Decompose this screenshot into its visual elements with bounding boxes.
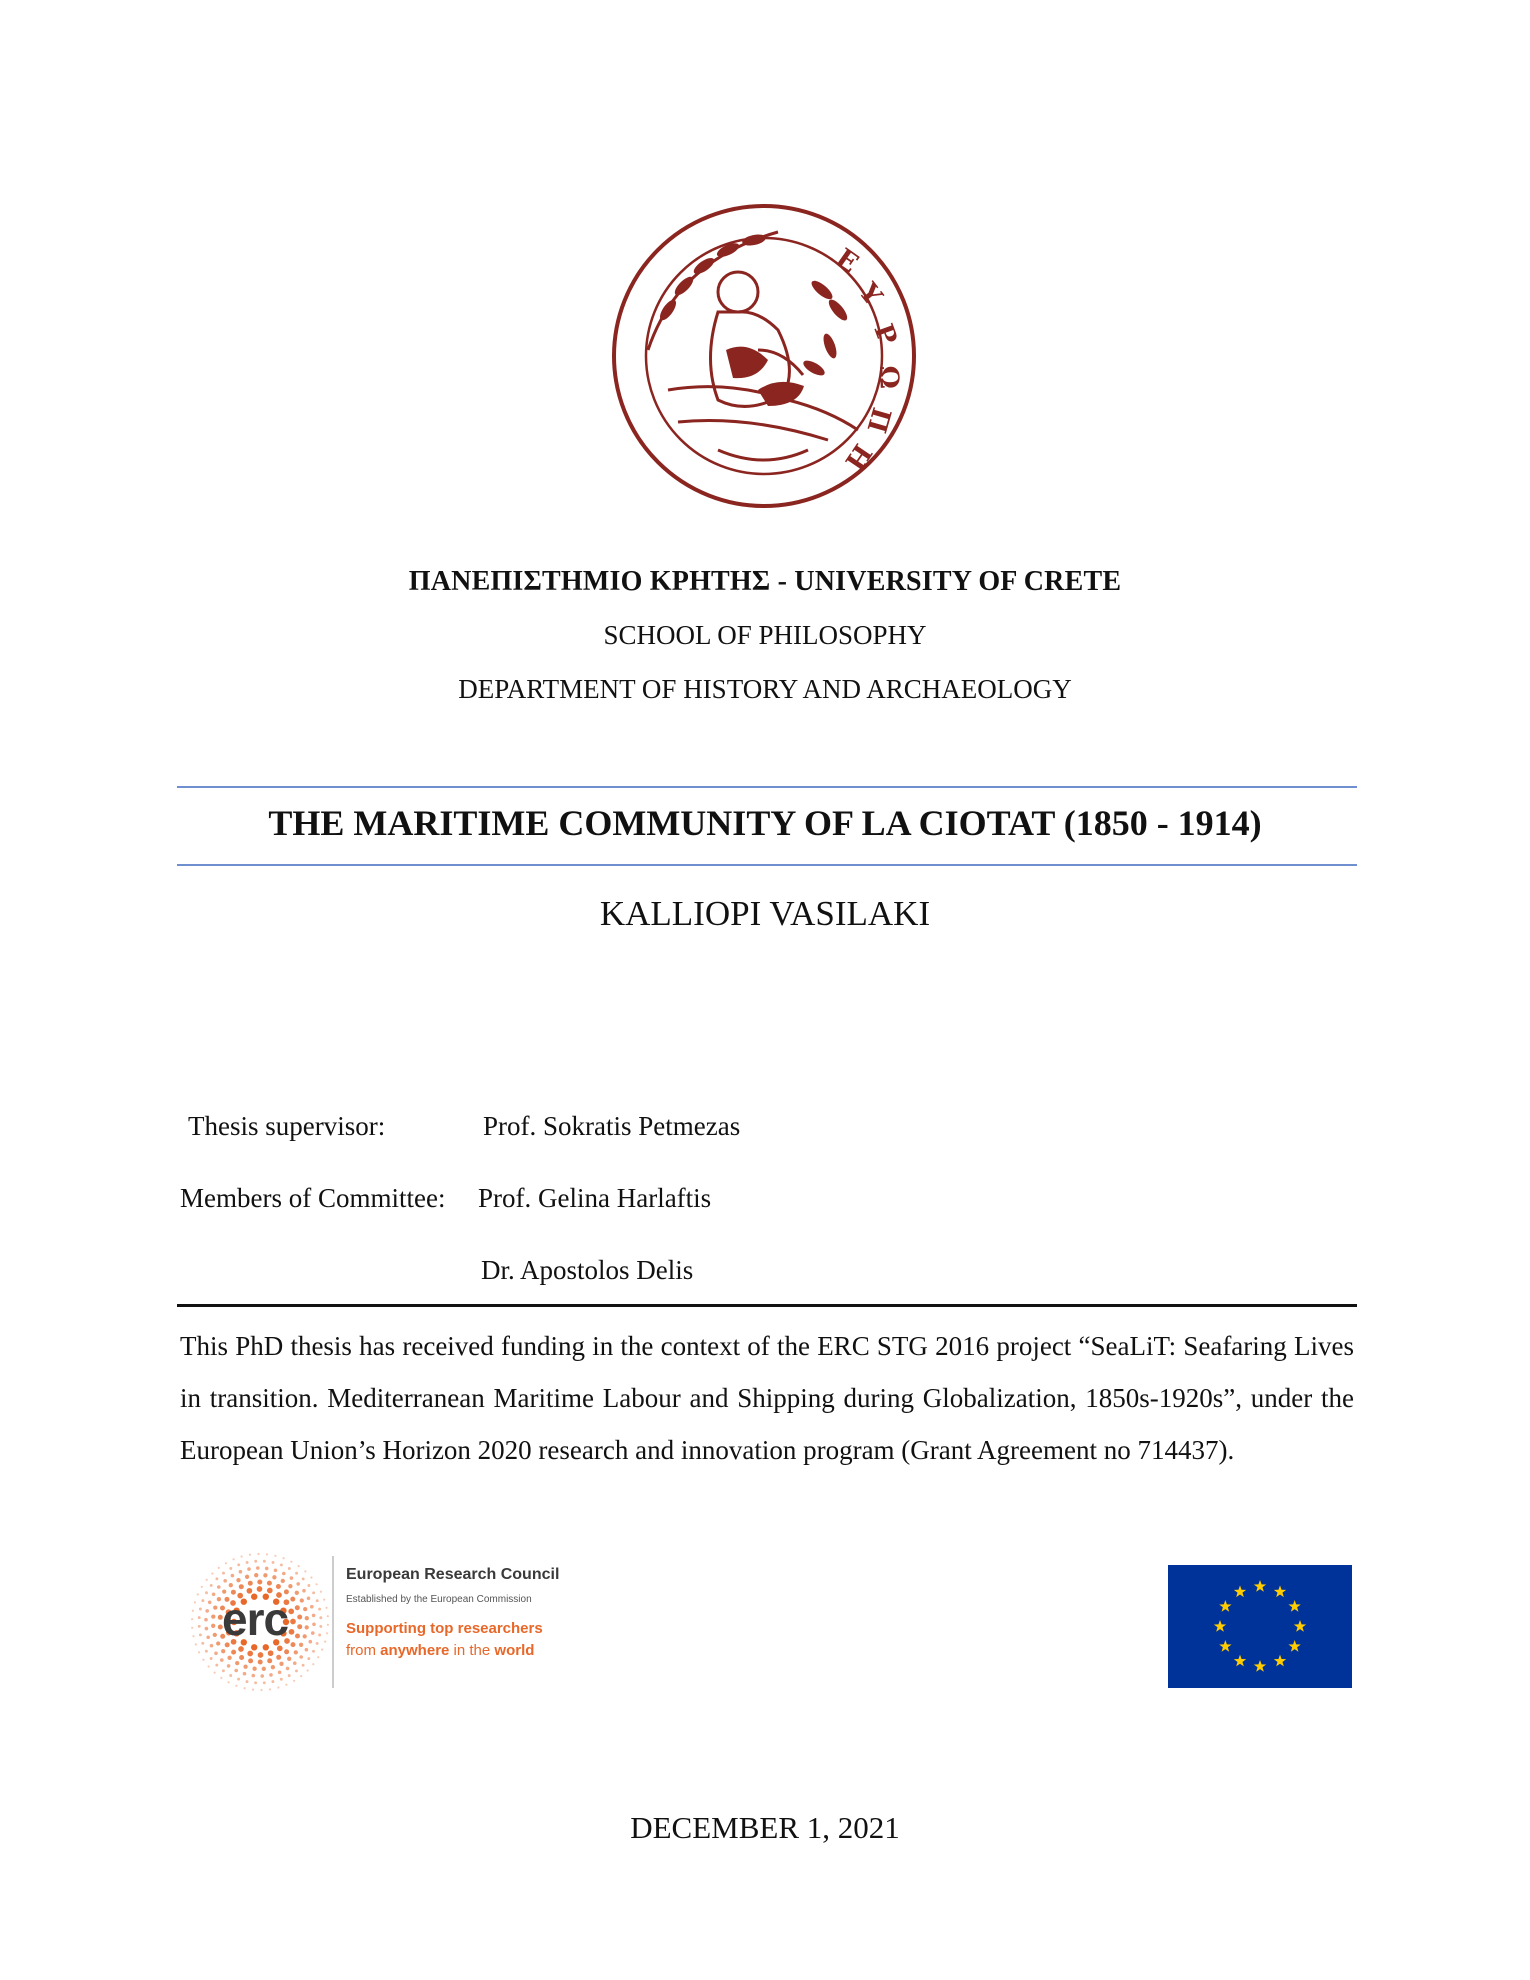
erc-dot	[208, 1665, 210, 1667]
erc-dot	[268, 1650, 274, 1656]
erc-dot	[195, 1643, 197, 1645]
erc-dot	[263, 1681, 266, 1684]
erc-dot	[297, 1624, 302, 1629]
erc-dot	[263, 1573, 267, 1577]
erc-dot	[231, 1574, 235, 1578]
supervisor-label: Thesis supervisor:	[188, 1111, 386, 1141]
erc-dot	[304, 1570, 306, 1572]
title-top-rule	[177, 786, 1357, 788]
erc-dot	[295, 1591, 299, 1595]
svg-text:Υ: Υ	[852, 277, 888, 311]
eu-flag-logo	[1168, 1565, 1352, 1688]
erc-dot	[290, 1619, 296, 1625]
erc-dot	[298, 1565, 300, 1567]
erc-dot	[319, 1625, 322, 1628]
erc-dot	[217, 1585, 221, 1589]
erc-dot	[194, 1601, 196, 1603]
erc-dot	[225, 1562, 227, 1564]
erc-dot	[302, 1577, 305, 1580]
erc-dot	[312, 1591, 315, 1594]
erc-dot	[294, 1650, 298, 1654]
erc-dot	[258, 1652, 264, 1658]
erc-dot	[211, 1624, 215, 1628]
thesis-title: THE MARITIME COMMUNITY OF LA CIOTAT (1850 - 1914)	[268, 803, 1262, 843]
erc-dot	[293, 1680, 295, 1682]
erc-dot	[239, 1584, 244, 1589]
erc-dot	[216, 1641, 220, 1645]
erc-dot	[254, 1573, 258, 1577]
erc-dot	[233, 1558, 235, 1560]
erc-dot	[191, 1627, 193, 1629]
erc-dot	[307, 1597, 311, 1601]
erc-dot	[199, 1633, 202, 1636]
erc-dot	[295, 1605, 300, 1610]
erc-dot	[192, 1635, 194, 1637]
erc-dot	[266, 1553, 268, 1555]
erc-dot	[227, 1656, 231, 1660]
erc-dot	[260, 1689, 262, 1691]
erc-dot	[274, 1555, 276, 1557]
erc-dot	[269, 1673, 273, 1677]
erc-dot	[228, 1681, 230, 1683]
erc-dot	[293, 1661, 297, 1665]
erc-dot	[254, 1560, 257, 1563]
erc-dot	[290, 1576, 294, 1580]
erc-dot	[307, 1657, 310, 1660]
erc-dot	[238, 1646, 244, 1652]
erc-dot	[309, 1640, 313, 1644]
erc-dot	[312, 1663, 314, 1665]
erc-dot	[205, 1627, 209, 1631]
university-name: ΠΑΝΕΠΙΣΤΗΜΙΟ ΚΡΗΤΗΣ - UNIVERSITY OF CRETE	[408, 566, 1122, 597]
erc-dot	[316, 1599, 319, 1602]
erc-dot	[325, 1607, 327, 1609]
erc-dot	[265, 1567, 269, 1571]
erc-dot	[276, 1655, 281, 1660]
erc-dot	[287, 1657, 291, 1661]
erc-dot	[220, 1677, 222, 1679]
erc-dot	[295, 1669, 298, 1672]
erc-dot	[295, 1572, 298, 1575]
erc-dot	[320, 1591, 322, 1593]
erc-dot	[198, 1651, 200, 1653]
erc-dot	[252, 1674, 256, 1678]
erc-dot	[199, 1608, 202, 1611]
erc-dot	[272, 1561, 275, 1564]
erc-council-name: European Research Council	[346, 1566, 560, 1583]
erc-dot	[288, 1674, 291, 1677]
erc-dot	[272, 1575, 276, 1579]
erc-dot	[271, 1665, 275, 1669]
erc-dot	[307, 1669, 309, 1671]
erc-dot	[213, 1633, 217, 1637]
erc-dot	[305, 1648, 309, 1652]
erc-dot	[321, 1649, 323, 1651]
svg-text:Η: Η	[838, 438, 878, 476]
erc-dot	[274, 1569, 278, 1573]
erc-dot	[285, 1684, 287, 1686]
erc-dot	[202, 1659, 204, 1661]
erc-dot	[310, 1605, 314, 1609]
erc-tagline-line1: Supporting top researchers	[346, 1620, 543, 1637]
erc-dot	[248, 1658, 253, 1663]
erc-dot	[256, 1566, 260, 1570]
erc-dot	[222, 1669, 225, 1672]
erc-dot	[252, 1667, 256, 1671]
erc-dot	[302, 1589, 306, 1593]
erc-dot	[257, 1580, 262, 1585]
erc-dot	[208, 1601, 212, 1605]
erc-dot	[198, 1625, 201, 1628]
erc-dot	[191, 1618, 193, 1620]
erc-dot	[288, 1584, 292, 1588]
erc-dot	[280, 1563, 283, 1566]
erc-dot	[289, 1629, 295, 1635]
erc-dot	[269, 1688, 271, 1690]
erc-dot	[277, 1686, 279, 1688]
erc-dot	[257, 1553, 259, 1555]
erc-dot	[241, 1555, 243, 1557]
erc-dot	[316, 1642, 319, 1645]
erc-dot	[220, 1658, 224, 1662]
erc-dot	[295, 1634, 300, 1639]
committee-label: Members of Committee:	[180, 1183, 446, 1213]
svg-text:Ρ: Ρ	[867, 320, 903, 349]
supervisor-name: Prof. Sokratis Petmezas	[483, 1111, 741, 1141]
erc-dot	[267, 1581, 272, 1586]
erc-dot	[310, 1576, 312, 1578]
erc-dot	[318, 1634, 321, 1637]
erc-dot	[206, 1579, 208, 1581]
thesis-author: KALLIOPI VASILAKI	[599, 894, 931, 933]
erc-dot	[316, 1583, 318, 1585]
erc-dot	[210, 1657, 213, 1660]
erc-dot	[229, 1567, 232, 1570]
erc-dot	[244, 1687, 246, 1689]
committee-member: Dr. Apostolos Delis	[481, 1255, 694, 1285]
erc-dot	[283, 1557, 285, 1559]
erc-dot	[237, 1563, 240, 1566]
erc-dot	[215, 1577, 218, 1580]
erc-dot	[231, 1650, 236, 1655]
erc-tagline-line2: from anywhere in the world	[346, 1642, 535, 1659]
erc-dot	[317, 1656, 319, 1658]
erc-dot	[239, 1655, 244, 1660]
erc-dot	[312, 1650, 315, 1653]
erc-dot	[288, 1567, 291, 1570]
erc-dot	[280, 1678, 283, 1681]
erc-dot	[198, 1616, 201, 1619]
erc-dot	[247, 1567, 251, 1571]
erc-dot	[299, 1643, 303, 1647]
erc-dot	[276, 1584, 281, 1589]
erc-dot	[204, 1618, 208, 1622]
erc-dot	[262, 1667, 266, 1671]
erc-dot	[235, 1661, 239, 1665]
erc-dot	[214, 1652, 218, 1656]
title-bottom-rule	[177, 864, 1357, 866]
erc-dot	[218, 1567, 220, 1569]
erc-dot	[215, 1664, 218, 1667]
erc-dot	[227, 1664, 231, 1668]
erc-dot	[201, 1642, 204, 1645]
erc-dot	[277, 1646, 283, 1652]
erc-dot	[263, 1560, 266, 1563]
erc-dot	[300, 1675, 302, 1677]
svg-text:Ω: Ω	[873, 365, 904, 390]
erc-dot	[206, 1636, 210, 1640]
erc-dot	[247, 1651, 253, 1657]
erc-dot	[210, 1584, 213, 1587]
erc-dot	[305, 1625, 309, 1629]
erc-dot	[258, 1660, 263, 1665]
svg-text:Ε: Ε	[829, 243, 864, 280]
erc-dot	[297, 1615, 302, 1620]
erc-dot	[246, 1561, 249, 1564]
section-divider	[177, 1304, 1357, 1307]
erc-dot	[221, 1649, 225, 1653]
erc-dot	[217, 1597, 221, 1601]
erc-dot	[237, 1678, 240, 1681]
erc-dot	[311, 1631, 315, 1635]
erc-dot	[318, 1608, 321, 1611]
erc-dot	[249, 1554, 251, 1556]
erc-dot	[245, 1575, 249, 1579]
erc-dot	[312, 1623, 316, 1627]
erc-dot	[326, 1632, 328, 1634]
erc-dot	[236, 1578, 240, 1582]
funding-statement: This PhD thesis has received funding in the context of the ERC STG 2016 project “SeaLiT: Seafaring Lives in transition. Mediterranean Maritime Labour and Shipping during Globalization, 1850s-1920s”, under the European Union’s Horizon 2020 research and innovation program (Grant Agreement no 714437).	[180, 1331, 1354, 1465]
erc-dot	[212, 1593, 216, 1597]
erc-dot	[291, 1642, 296, 1647]
erc-dot	[260, 1674, 264, 1678]
erc-wordmark: erc	[222, 1593, 289, 1645]
erc-dot	[299, 1655, 303, 1659]
erc-dot	[197, 1593, 199, 1595]
erc-dot	[201, 1586, 203, 1588]
erc-dot	[213, 1605, 217, 1609]
erc-dot	[271, 1680, 274, 1683]
erc-dot	[327, 1615, 329, 1617]
erc-dot	[307, 1584, 310, 1587]
erc-dot	[300, 1598, 304, 1602]
erc-dot	[281, 1579, 285, 1583]
school-name: SCHOOL OF PHILOSOPHY	[603, 620, 927, 650]
erc-dot	[324, 1641, 326, 1643]
erc-dot	[229, 1583, 233, 1587]
erc-dot	[252, 1689, 254, 1691]
committee-member: Prof. Gelina Harlaftis	[478, 1183, 712, 1213]
erc-dot	[192, 1610, 194, 1612]
erc-dot	[290, 1597, 295, 1602]
erc-dot	[235, 1685, 237, 1687]
erc-dot	[312, 1614, 316, 1618]
erc-dot	[222, 1572, 225, 1575]
erc-dot	[211, 1614, 215, 1618]
erc-dot	[248, 1581, 253, 1586]
erc-dot	[282, 1572, 286, 1576]
erc-dot	[254, 1681, 257, 1684]
erc-dot	[267, 1658, 272, 1663]
thesis-date: DECEMBER 1, 2021	[630, 1810, 900, 1845]
erc-dot	[296, 1582, 300, 1586]
erc-dot	[205, 1650, 208, 1653]
erc-dot	[278, 1671, 282, 1675]
erc-dot	[327, 1624, 329, 1626]
erc-dot	[305, 1616, 309, 1620]
erc-dot	[205, 1609, 209, 1613]
erc-established-text: Established by the European Commission	[346, 1594, 532, 1605]
erc-dot	[303, 1634, 307, 1638]
svg-text:Π: Π	[860, 404, 897, 436]
department-name: DEPARTMENT OF HISTORY AND ARCHAEOLOGY	[458, 674, 1072, 704]
erc-dot	[243, 1665, 247, 1669]
erc-dot	[243, 1672, 247, 1676]
erc-dot	[223, 1579, 227, 1583]
erc-dot	[239, 1570, 243, 1574]
erc-dot	[211, 1572, 213, 1574]
university-seal-logo	[608, 200, 920, 512]
erc-dot	[302, 1664, 305, 1667]
erc-dot	[279, 1662, 283, 1666]
erc-dot	[205, 1591, 208, 1594]
erc-dot	[214, 1672, 216, 1674]
erc-dot	[229, 1674, 232, 1677]
erc-dot	[284, 1649, 289, 1654]
erc-dot	[290, 1561, 292, 1563]
erc-dot	[323, 1599, 325, 1601]
erc-dot	[234, 1669, 238, 1673]
erc-dot	[288, 1609, 294, 1615]
erc-dot	[257, 1586, 263, 1592]
erc-dot	[246, 1680, 249, 1683]
erc-dot	[286, 1667, 290, 1671]
erc-dot	[319, 1616, 322, 1619]
erc-dot	[201, 1599, 204, 1602]
erc-dot	[210, 1644, 214, 1648]
erc-dot	[303, 1607, 307, 1611]
